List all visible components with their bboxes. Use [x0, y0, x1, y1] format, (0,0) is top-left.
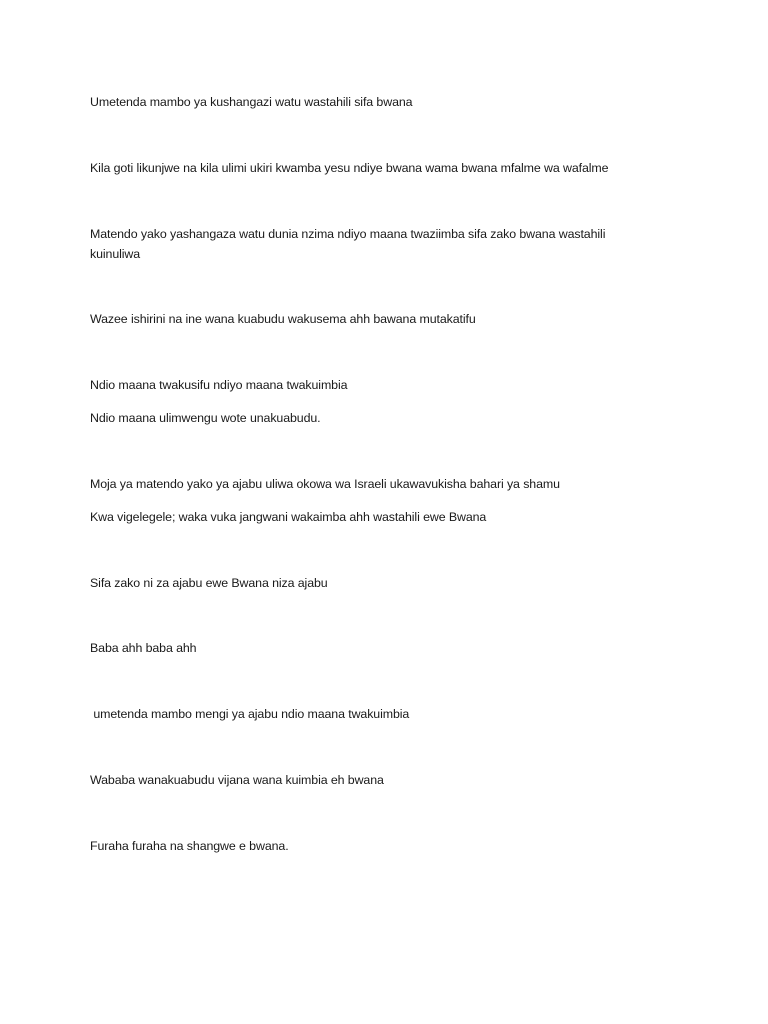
text-line-4: Wazee ishirini na ine wana kuabudu wakusema ahh bawana mutakatifu [90, 312, 476, 326]
text-line-3: Matendo yako yashangaza watu dunia nzima ndiyo maana twaziimba sifa zako bwana wastahili kuinuliwa [90, 227, 606, 261]
text-line-12: Wababa wanakuabudu vijana wana kuimbia eh bwana [90, 773, 384, 787]
text-line-1: Umetenda mambo ya kushangazi watu wastahili sifa bwana [90, 95, 413, 109]
text-line-9: Sifa zako ni za ajabu ewe Bwana niza ajabu [90, 576, 328, 590]
text-line-7: Moja ya matendo yako ya ajabu uliwa okowa wa Israeli ukawavukisha bahari ya shamu [90, 477, 560, 491]
text-line-11: umetenda mambo mengi ya ajabu ndio maana twakuimbia [90, 707, 410, 721]
text-line-6: Ndio maana ulimwengu wote unakuabudu. [90, 411, 321, 425]
text-line-10: Baba ahh baba ahh [90, 641, 197, 655]
text-line-2: Kila goti likunjwe na kila ulimi ukiri kwamba yesu ndiye bwana wama bwana mfalme wa wafalme [90, 161, 609, 175]
text-line-13: Furaha furaha na shangwe e bwana. [90, 839, 289, 853]
text-line-8: Kwa vigelegele; waka vuka jangwani wakaimba ahh wastahili ewe Bwana [90, 510, 487, 524]
text-line-5: Ndio maana twakusifu ndiyo maana twakuimbia [90, 378, 348, 392]
